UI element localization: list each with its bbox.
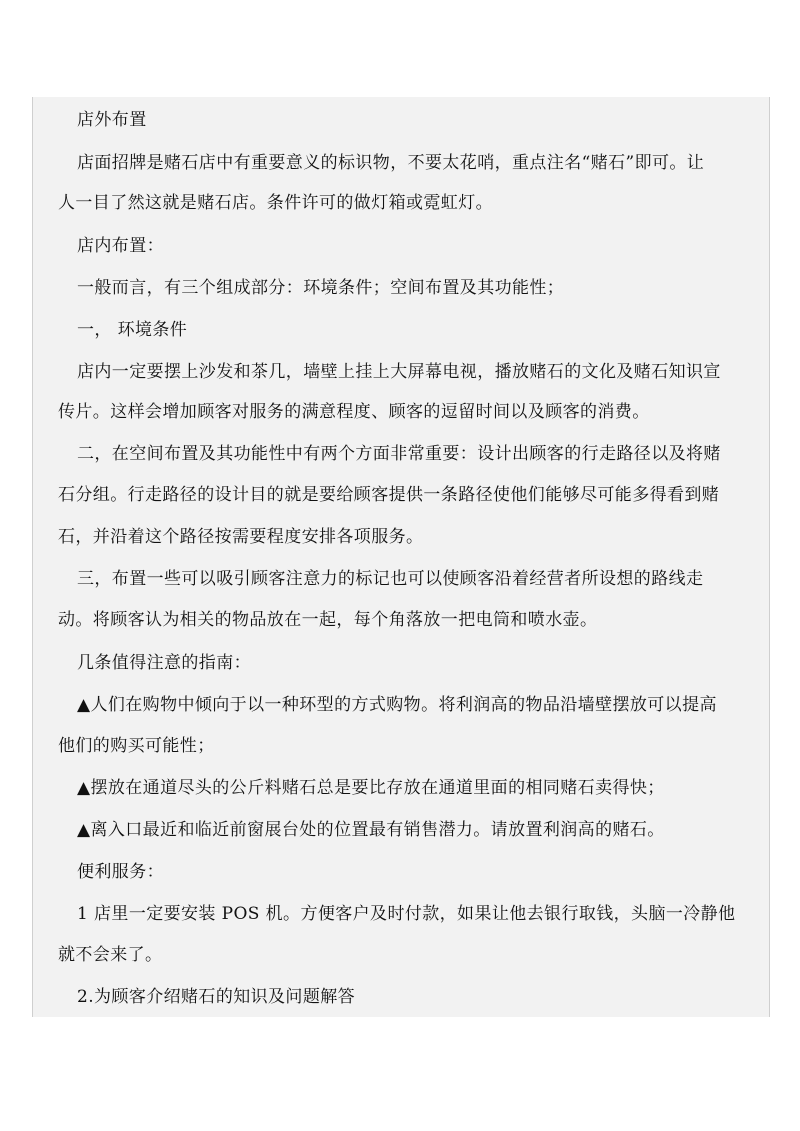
document-content-area <box>32 97 770 1017</box>
item-3-line-1: 三，布置一些可以吸引顾客注意力的标记也可以使顾客沿着经营者所设想的路线走 <box>77 569 704 589</box>
guide-heading: 几条值得注意的指南： <box>77 653 251 673</box>
guide-1-line-1: ▲人们在购物中倾向于以一种环型的方式购物。将利润高的物品沿墙壁摆放可以提高 <box>77 695 717 715</box>
guide-1-line-2: 他们的购买可能性； <box>58 736 215 756</box>
item-3-line-2: 动。将顾客认为相关的物品放在一起，每个角落放一把电筒和喷水壶。 <box>58 610 598 630</box>
heading-outside-layout: 店外布置 <box>77 110 147 130</box>
item-1-line-2: 传片。这样会增加顾客对服务的满意程度、顾客的逗留时间以及顾客的消费。 <box>58 402 650 422</box>
general-paragraph: 一般而言，有三个组成部分：环境条件；空间布置及其功能性； <box>77 278 565 298</box>
item-2-line-3: 石，并沿着这个路径按需要程度安排各项服务。 <box>58 527 424 547</box>
heading-inside-layout: 店内布置： <box>77 236 164 256</box>
guide-3: ▲离入口最近和临近前窗展台处的位置最有销售潜力。请放置利润高的赌石。 <box>77 820 665 840</box>
service-1-line-2: 就不会来了。 <box>58 945 163 965</box>
service-heading: 便利服务： <box>77 862 164 882</box>
item-1-title: 一， 环境条件 <box>77 320 188 340</box>
item-2-line-2: 石分组。行走路径的设计目的就是要给顾客提供一条路径使他们能够尽可能多得看到赌 <box>58 485 720 505</box>
guide-2: ▲摆放在通道尽头的公斤料赌石总是要比存放在通道里面的相同赌石卖得快； <box>77 778 665 798</box>
service-2: 2.为顾客介绍赌石的知识及问题解答 <box>77 987 356 1007</box>
item-1-line-1: 店内一定要摆上沙发和茶几，墙壁上挂上大屏幕电视，播放赌石的文化及赌石知识宣 <box>77 362 721 382</box>
item-2-line-1: 二，在空间布置及其功能性中有两个方面非常重要：设计出顾客的行走路径以及将赌 <box>77 444 721 464</box>
signboard-paragraph-line-2: 人一目了然这就是赌石店。条件许可的做灯箱或霓虹灯。 <box>58 193 493 213</box>
service-1-line-1: 1 店里一定要安装 POS 机。方便客户及时付款，如果让他去银行取钱，头脑一冷静他 <box>77 904 736 924</box>
signboard-paragraph-line-1: 店面招牌是赌石店中有重要意义的标识物，不要太花哨，重点注名“赌石”即可。让 <box>77 153 705 173</box>
